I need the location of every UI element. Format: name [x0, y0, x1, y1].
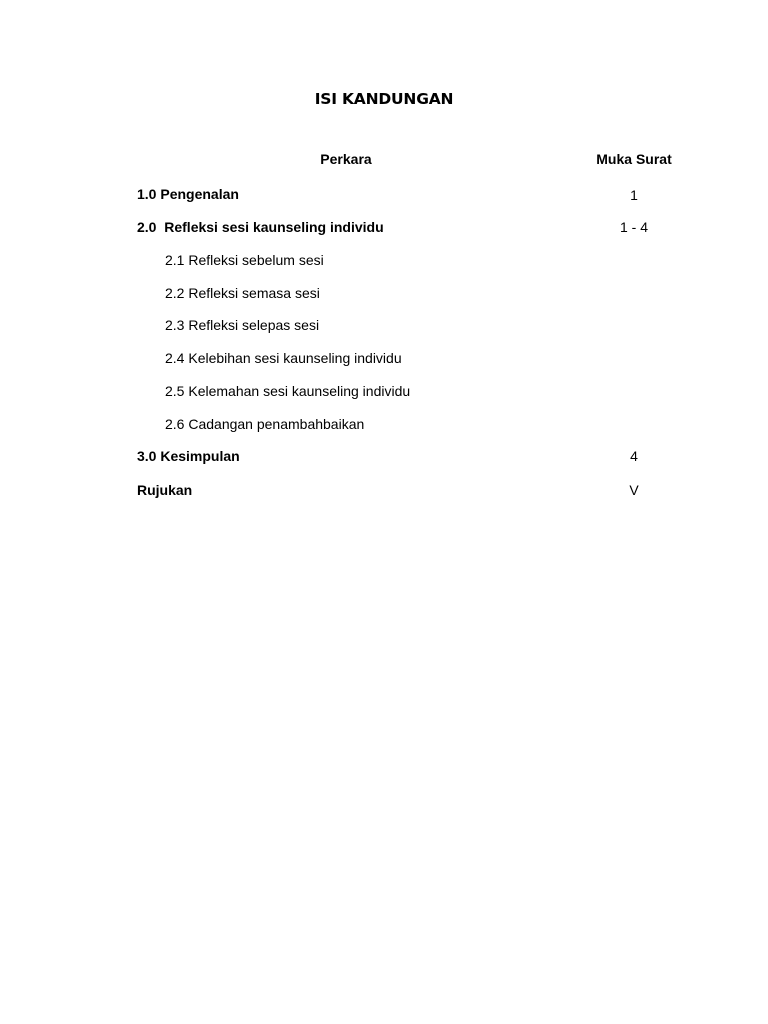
toc-entry-label: 2.3 Refleksi selepas sesi: [165, 317, 320, 333]
toc-entry-rujukan: [0, 481, 768, 501]
toc-entry-label: 2.1 Refleksi sebelum sesi: [165, 252, 324, 268]
page-title: ISI KANDUNGAN: [314, 90, 454, 108]
toc-entry-2-6: [0, 415, 768, 435]
toc-entry-2-2: [0, 284, 768, 304]
toc-entry-label: 2.0 Refleksi sesi kaunseling individu: [137, 219, 384, 235]
toc-entry-2-4: [0, 349, 768, 369]
toc-entry-2-5: [0, 382, 768, 402]
toc-entry-kesimpulan: [0, 447, 768, 467]
toc-entry-page: 4: [630, 448, 638, 464]
toc-entry-2-3: [0, 316, 768, 336]
toc-entry-2-1: [0, 251, 768, 271]
toc-entry-pengenalan: [0, 185, 768, 205]
toc-entry-label: 3.0 Kesimpulan: [137, 448, 240, 464]
toc-entry-label: 2.2 Refleksi semasa sesi: [165, 285, 320, 301]
toc-entry-label: Rujukan: [137, 482, 193, 498]
toc-entry-label: 2.4 Kelebihan sesi kaunseling individu: [165, 350, 402, 366]
column-header-item: Perkara: [320, 151, 372, 167]
toc-entry-page: 1 - 4: [619, 219, 648, 235]
toc-entry-label: 2.5 Kelemahan sesi kaunseling individu: [165, 383, 411, 399]
toc-entry-page: V: [629, 482, 639, 498]
column-header-page: Muka Surat: [596, 151, 672, 167]
toc-entry-page: 1: [630, 187, 638, 203]
toc-entry-label: 1.0 Pengenalan: [137, 186, 239, 202]
toc-entry-refleksi: [0, 218, 768, 238]
toc-entry-label: 2.6 Cadangan penambahbaikan: [165, 416, 365, 432]
